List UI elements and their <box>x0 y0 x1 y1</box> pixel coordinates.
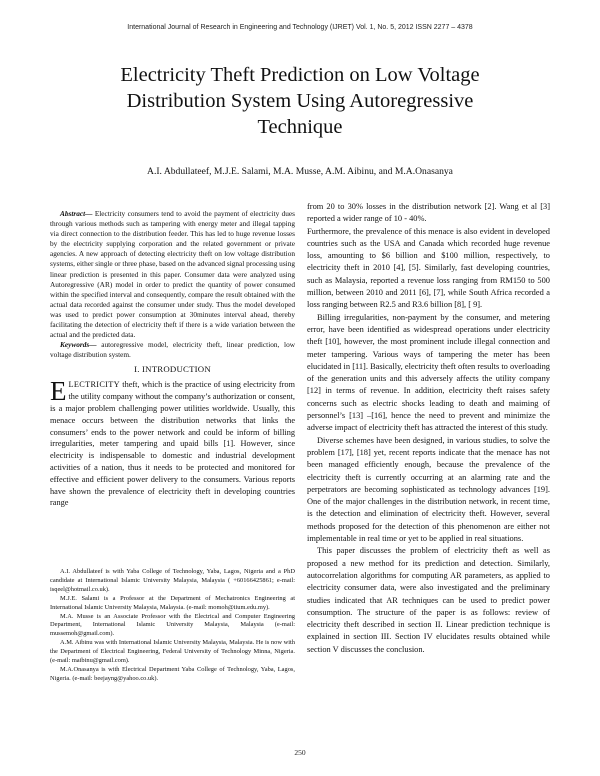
footnote: A.M. Aibinu was with International Islamic University Malaysia, Malaysia. He is now with the Department of Electrical Engineering, Federal University of Technology Minna, Nigeria. (e-mail: maibinu@gmail.com). <box>50 639 295 665</box>
page-number: 250 <box>294 748 306 757</box>
paper-title <box>60 62 540 140</box>
body-paragraph: Furthermore, the prevalence of this menace is also evident in developed countries such as the USA and Canada which recorded huge revenue loss, amounting to $6 billion and $100 million, respectively, to electricity theft in 2010 [4], [5]. Similarly, fast developing countries, such as Malaysia, reported a revenue loss ranging from RM150 to 500 million, between 2010 and 2011 [6], [7], while South Africa recorded a loss ranging between R2.5 and R3.6 billion [8], [ 9]. <box>307 226 550 310</box>
body-paragraph: from 20 to 30% losses in the distribution network [2]. Wang et al [3] reported a wider range of 10 - 40%. <box>307 202 550 224</box>
introduction-paragraph <box>50 376 296 509</box>
title-line: Technique <box>257 116 343 138</box>
author-list: A.I. Abdullateef, M.J.E. Salami, M.A. Musse, A.M. Aibinu, and M.A.Onasanya <box>147 166 453 177</box>
running-header: International Journal of Research in Engineering and Technology (IJRET) Vol. 1, No. 5, 2012 ISSN 2277 – 4378 <box>127 24 473 31</box>
keywords-text: autoregressive model, electricity theft, linear prediction, low voltage distribution system. <box>50 340 295 360</box>
keywords-label: Keywords— <box>60 340 97 350</box>
intro-text: theft, which is the practice of using electricity from the utility company without the company’s authorization or consent, is a major problem challenging power utilities worldwide. Usually, this menace occurs between the distribution networks that links the consumers’ ends to the power network and could be inform of billing irregularities, meter tampering and upaid bills [1]. However, since electricity is indispensable to domestic and industrial development activities of a nation, thus it needs to be protected and monitored for effective and efficient power delivery to the consumers. Various reports have shown the prevalence of electricity theft in developing countries range <box>50 380 296 508</box>
footnote: M.A. Musse is an Associate Professor with the Electrical and Computer Engineering Department, International Islamic University Malaysia, Malaysia (e-mail: mussemoh@gmail.com). <box>50 612 295 638</box>
footnote: M.A.Onasanya is with Electrical Department Yaba College of Technology, Yaba, Lagos, Nigeria. (e-mail: beejayng@yahoo.co.uk). <box>50 665 295 682</box>
left-column <box>50 209 295 509</box>
keywords <box>50 340 295 360</box>
abstract <box>50 209 295 340</box>
title-line: Distribution System Using Autoregressive <box>126 90 474 112</box>
body-paragraph: Billing irregularities, non-payment by the consumer, and metering error, have been identified as widespread operations under electricity theft [10], however, the most prominent include illegal connection and meter tampering. Various ways of tampering the meter has been elucidated in [11]. Basically, electricity theft often results to overloading of the generation units and this adversely affects the utility company [12] in terms of revenue. In addition, electricity theft raises safety concerns such as electric shocks leading to death and maiming of personnel’s [13] –[16], hence the need to prevent and minimize the adverse impact of electricity theft has attracted the interest of this study. <box>307 312 550 433</box>
intro-caps: LECTRICITY <box>68 380 120 390</box>
abstract-label: Abstract— <box>60 209 93 218</box>
footnote: M.J.E. Salami is a Professor at the Department of Mechatronics Engineering at International Islamic University Malaysia, Malaysia. (e-mail: momoh@iium.edu.my). <box>50 594 295 611</box>
drop-cap: E <box>50 376 67 407</box>
footnote: A.I. Abdullateef is with Yaba College of Technology, Yaba, Lagos, Nigeria and a PhD candidate at International Islamic University Malaysia, Malaysia ( +60166425861; e-mail: isqeel@hotmail.co.uk). <box>50 568 295 593</box>
author-footnotes <box>50 568 295 684</box>
section-heading-introduction: I. INTRODUCTION <box>134 364 211 375</box>
right-column <box>307 201 550 656</box>
body-paragraph: This paper discusses the problem of electricity theft as well as proposed a new method for its prediction and detection. Similarly, autocorrelation algorithms for computing AR parameters, as applied to electricity consumer data, were also investigated and the preliminary studies indicated that AR techniques can be used to predict power consumption. The structure of the paper is as follows: review of electricity theft described in section II. Linear prediction technique is explained in section III. Section IV elucidates results obtained while section V discusses the conclusion. <box>307 546 550 654</box>
title-line: Electricity Theft Prediction on Low Voltage <box>120 64 480 86</box>
abstract-text: Electricity consumers tend to avoid the payment of electricity dues through various methods such as tampering with energy meter and illegal tapping via direct connection to the distribution feeder. This has led to huge revenue losses by the electricity supplying corporation and the related government or private agencies. A new approach of detecting electricity theft on low voltage distribution systems, either single or three phase, based on the advanced signal processing using linear prediction is presented in this paper. Consumer data were analyzed using Autoregressive (AR) model in order to predict the quantity of power consumed within the specified interval and consequently, compare the result obtained with the actual data recorded against the consumer under study. Thus the model developed was used to predict power consumption at 30minutes interval ahead, thereby facilitating the detection of electricity theft if there is a wide variation between the actual and the predicted data. <box>50 209 295 340</box>
body-paragraph: Diverse schemes have been designed, in various studies, to solve the problem [17], [18] yet, recent reports indicate that the menace has not been managed efficiently enough, because the prevalence of the electricity theft is currently occurring at an alarming rate and the perpetrators are becoming sophisticated as technology advances [19]. One of the major challenges in the distribution network, in recent time, is the detection and elimination of electricity theft. However, several methods proposed for the detection of this phenomenon are either not implementable in real time or yet to be applied in real situations. <box>307 435 550 544</box>
